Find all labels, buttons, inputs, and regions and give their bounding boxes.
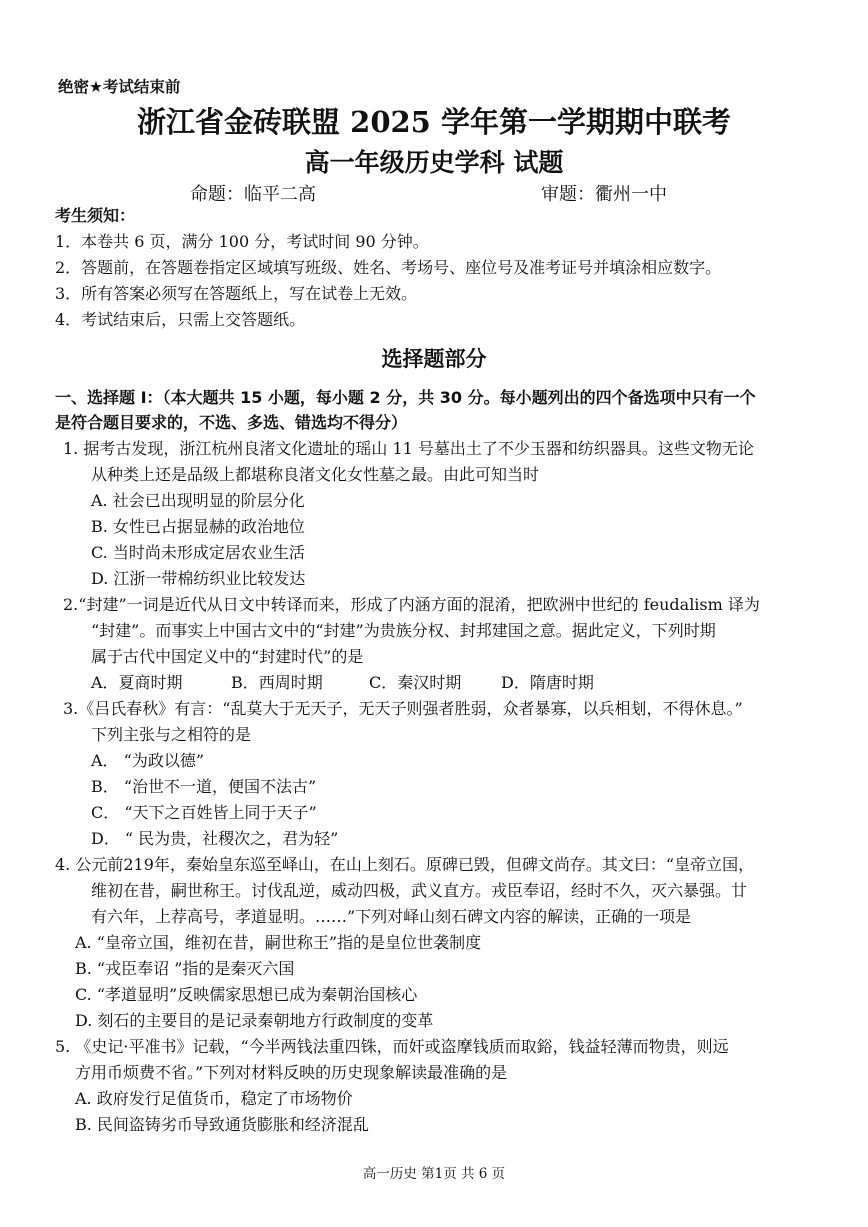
question-2-stem: 2.“封建”一词是近代从日文中转译而来，形成了内涵方面的混淆，把欧洲中世纪的 feudalism 译为	[63, 595, 760, 614]
question-2-option-a: A．夏商时期	[91, 673, 183, 692]
question-3-option-d: D． “ 民为贵，社稷次之，君为轻”	[91, 829, 339, 848]
question-1-option-c: C. 当时尚未形成定居农业生活	[91, 543, 305, 562]
notice-item: 4．考试结束后，只需上交答题纸。	[55, 310, 306, 329]
question-4-stem: 有六年，上荐高号，孝道显明。……”下列对峄山刻石碑文内容的解读，正确的一项是	[91, 907, 692, 926]
question-2-stem: “封建”。而事实上中国古文中的“封建”为贵族分权、封邦建国之意。据此定义，下列时期	[91, 621, 716, 640]
notice-heading: 考生须知：	[55, 206, 136, 225]
question-2-option-b: B．西周时期	[231, 673, 323, 692]
notice-item: 3．所有答案必须写在答题纸上，写在试卷上无效。	[55, 284, 418, 303]
question-4-option-c: C. “孝道显明”反映儒家思想已成为秦朝治国核心	[75, 985, 418, 1004]
question-1-option-a: A. 社会已出现明显的阶层分化	[91, 491, 305, 510]
question-3-stem: 3.《吕氏春秋》有言：“乱莫大于无天子，无天子则强者胜弱，众者暴寡，以兵相刬，不得休息。”	[63, 699, 743, 718]
proposer: 命题：临平二高	[190, 184, 316, 205]
question-3-option-b: B． “治世不一道，便国不法古”	[91, 777, 317, 796]
section-instruction: 是符合题目要求的，不选、多选、错选均不得分）	[55, 413, 408, 432]
question-2-option-c: C．秦汉时期	[369, 673, 462, 692]
section-instruction: 一、选择题 I：（本大题共 15 小题，每小题 2 分，共 30 分。每小题列出的四个备选项中只有一个	[55, 388, 756, 407]
exam-subtitle: 高一年级历史学科 试题	[304, 148, 564, 177]
question-1-stem: 1. 据考古发现，浙江杭州良渚文化遗址的瑶山 11 号墓出土了不少玉器和纺织器具。这些文物无论	[63, 439, 754, 458]
question-4-option-a: A. “皇帝立国，维初在昔，嗣世称王”指的是皇位世袭制度	[75, 933, 482, 952]
question-4-option-b: B. “戎臣奉诏 ”指的是秦灭六国	[75, 959, 295, 978]
question-1-option-d: D. 江浙一带棉纺织业比较发达	[91, 569, 306, 588]
question-2-stem: 属于古代中国定义中的“封建时代”的是	[91, 647, 364, 666]
question-4-stem: 4. 公元前219年，秦始皇东巡至峄山，在山上刻石。原碑已毁，但碑文尚存。其文曰：“皇帝立国，	[55, 855, 755, 874]
notice-item: 1．本卷共 6 页，满分 100 分，考试时间 90 分钟。	[55, 232, 429, 251]
page-footer: 高一历史 第1页 共 6 页	[362, 1166, 506, 1182]
question-1-option-b: B. 女性已占据显赫的政治地位	[91, 517, 305, 536]
question-4-stem: 维初在昔，嗣世称王。讨伐乱逆，威动四极，武义直方。戎臣奉诏，经时不久，灭六暴强。廿	[91, 881, 748, 900]
question-2-option-d: D．隋唐时期	[501, 673, 594, 692]
question-5-stem: 5. 《史记·平准书》记载，“今半两钱法重四铢，而奸或盗摩钱质而取鋊，钱益轻薄而物贵，则远	[55, 1037, 729, 1056]
question-5-stem: 方用币烦费不省。”下列对材料反映的历史现象解读最准确的是	[75, 1063, 508, 1082]
question-1-stem: 从种类上还是品级上都堪称良渚文化女性墓之最。由此可知当时	[91, 465, 540, 484]
notice-item: 2．答题前，在答题卷指定区域填写班级、姓名、考场号、座位号及准考证号并填涂相应数字。	[55, 258, 722, 277]
reviewer: 审题：衢州一中	[541, 184, 667, 205]
question-3-stem: 下列主张与之相符的是	[91, 725, 252, 744]
section-title: 选择题部分	[381, 346, 487, 371]
question-5-option-b: B. 民间盗铸劣币导致通货膨胀和经济混乱	[75, 1115, 369, 1134]
question-3-option-c: C． “天下之百姓皆上同于天子”	[91, 803, 317, 822]
confidential-mark: 绝密★考试结束前	[58, 78, 181, 96]
question-3-option-a: A． “为政以德”	[91, 751, 205, 770]
question-4-option-d: D. 刻石的主要目的是记录秦朝地方行政制度的变革	[75, 1011, 434, 1030]
exam-title: 浙江省金砖联盟 2025 学年第一学期期中联考	[137, 105, 731, 139]
question-5-option-a: A. 政府发行足值货币，稳定了市场物价	[75, 1089, 353, 1108]
